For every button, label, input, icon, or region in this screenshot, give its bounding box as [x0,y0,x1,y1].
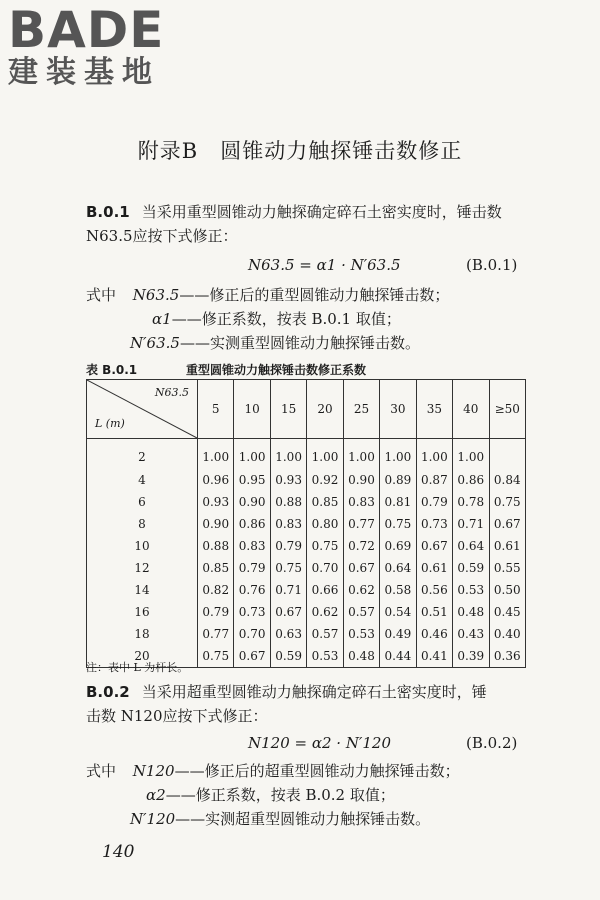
table-row [87,535,526,557]
where-label: 式中 [86,762,117,780]
correction-table [86,379,526,668]
table-cell: 0.83 [270,513,306,535]
table-cell: 0.64 [380,557,416,579]
explanation-line [86,760,460,781]
table-cell: 0.95 [234,469,270,491]
table-cell: 1.00 [307,439,343,470]
table-column-header: 20 [307,380,343,439]
table-cell: 0.88 [270,491,306,513]
table-column-header: 5 [198,380,234,439]
page-title: 附录B 圆锥动力触探锤击数修正 [137,139,463,163]
table-cell: 0.53 [343,623,379,645]
table-cell: 0.56 [416,579,452,601]
table-cell: 0.41 [416,645,452,668]
table-cell: 0.59 [270,645,306,668]
table-cell: 0.40 [489,623,526,645]
row-length-cell: 16 [87,601,198,623]
formula-b02: N120 = α2 · N′120 [248,734,391,752]
table-cell: 0.88 [198,535,234,557]
table-cell: 0.90 [234,491,270,513]
row-length-cell: 18 [87,623,198,645]
symbol: α1 [152,310,172,328]
table-cell: 0.44 [380,645,416,668]
table-cell: 0.70 [307,557,343,579]
table-corner-cell [87,380,198,439]
table-cell: 0.92 [307,469,343,491]
section-b02-paragraph [86,680,526,728]
table-cell: 0.70 [234,623,270,645]
table-cell: 0.75 [270,557,306,579]
table-cell: 0.87 [416,469,452,491]
table-cell: 0.36 [489,645,526,668]
table-cell: 0.89 [380,469,416,491]
table-column-header: 30 [380,380,416,439]
table-cell: 0.58 [380,579,416,601]
explanation-line [152,308,401,329]
table-cell: 0.63 [270,623,306,645]
table-cell: 0.79 [198,601,234,623]
table-column-header: 25 [343,380,379,439]
table-cell: 0.53 [307,645,343,668]
table-cell: 0.57 [343,601,379,623]
table-cell: 0.76 [234,579,270,601]
table-cell: 0.71 [453,513,489,535]
table-note: 注：表中 L 为杆长。 [86,661,189,674]
table-cell: 0.67 [270,601,306,623]
table-cell: 1.00 [270,439,306,470]
section-b01-paragraph [86,200,526,248]
table-cell: 0.62 [307,601,343,623]
explanation-line [130,332,420,353]
table-cell: 0.75 [198,645,234,668]
explanation-text: ——修正系数，按表 B.0.1 取值； [171,310,401,328]
table-cell: 0.46 [416,623,452,645]
table-body [87,439,526,668]
explanation-text: ——修正后的超重型圆锥动力触探锤击数； [174,762,460,780]
table-cell: 1.00 [198,439,234,470]
table-cell: 0.75 [307,535,343,557]
table-cell: 0.64 [453,535,489,557]
paragraph-line: 击数 N120应按下式修正： [86,707,268,725]
where-label: 式中 [86,286,117,304]
table-cell: 0.54 [380,601,416,623]
table-cell: 1.00 [453,439,489,470]
explanation-text: ——修正系数，按表 B.0.2 取值； [165,786,395,804]
table-cell: 0.77 [198,623,234,645]
row-length-cell: 12 [87,557,198,579]
formula-b01: N63.5 = α1 · N′63.5 [248,256,401,274]
table-cell: 0.80 [307,513,343,535]
table-cell: 0.78 [453,491,489,513]
table-cell: 0.96 [198,469,234,491]
table-title: 重型圆锥动力触探锤击数修正系数 [186,363,367,377]
row-length-cell: 6 [87,491,198,513]
explanation-text: ——实测超重型圆锥动力触探锤击数。 [175,810,431,828]
table-cell: 0.90 [198,513,234,535]
table-cell: 1.00 [416,439,452,470]
table-cell: 0.79 [416,491,452,513]
symbol: N63.5 [132,286,180,304]
explanation-line [86,284,449,305]
table-cell: 0.71 [270,579,306,601]
symbol: N′120 [130,810,176,828]
explanation-text: ——修正后的重型圆锥动力触探锤击数； [179,286,450,304]
table-column-header: 35 [416,380,452,439]
table-cell: 0.45 [489,601,526,623]
symbol: N′63.5 [130,334,180,352]
table-cell: 0.61 [416,557,452,579]
row-length-cell: 20 [87,645,198,668]
table-cell: 0.67 [489,513,526,535]
table-cell: 0.85 [198,557,234,579]
table-column-header: 10 [234,380,270,439]
logo-subtitle: 建装基地 [8,55,160,90]
table-cell: 0.75 [380,513,416,535]
table-cell: 0.50 [489,579,526,601]
formula-number: (B.0.1) [466,256,518,274]
table-cell: 0.43 [453,623,489,645]
table-cell: 0.67 [343,557,379,579]
table-cell: 0.61 [489,535,526,557]
table-cell: 0.90 [343,469,379,491]
formula-number: (B.0.2) [466,734,518,752]
table-cell: 0.86 [453,469,489,491]
paragraph-line: 当采用超重型圆锥动力触探确定碎石土密实度时，锤 [141,683,487,701]
corner-column-label: N63.5 [154,386,189,399]
paragraph-line: 当采用重型圆锥动力触探确定碎石土密实度时，锤击数 [141,203,502,221]
symbol: α2 [146,786,166,804]
table-cell: 0.55 [489,557,526,579]
table-cell: 0.73 [234,601,270,623]
table-cell: 0.82 [198,579,234,601]
logo-mark: BADE [8,1,165,59]
table-row [87,623,526,645]
table-column-header: 15 [270,380,306,439]
table-column-header: 40 [453,380,489,439]
table-cell: 0.83 [343,491,379,513]
row-length-cell: 14 [87,579,198,601]
explanation-text: ——实测重型圆锥动力触探锤击数。 [179,334,420,352]
table-caption [86,361,366,378]
section-number: B.0.1 [86,203,130,221]
table-cell: 0.39 [453,645,489,668]
explanation-line [130,808,430,829]
table-cell: 0.48 [453,601,489,623]
paragraph-line: N63.5应按下式修正： [86,227,238,245]
table-cell: 0.79 [234,557,270,579]
table-cell: 0.72 [343,535,379,557]
row-length-cell: 8 [87,513,198,535]
table-cell: 0.83 [234,535,270,557]
table-cell: 0.51 [416,601,452,623]
logo [8,1,165,90]
explanation-line [146,784,395,805]
table-cell: 0.49 [380,623,416,645]
table-cell: 0.48 [343,645,379,668]
table-cell: 0.84 [489,469,526,491]
table-cell: 0.79 [270,535,306,557]
row-length-cell: 4 [87,469,198,491]
table-cell: 1.00 [343,439,379,470]
row-length-cell: 10 [87,535,198,557]
table-cell: 0.77 [343,513,379,535]
table-row [87,513,526,535]
table-cell: 0.57 [307,623,343,645]
table-cell: 1.00 [380,439,416,470]
table-number: 表 B.0.1 [86,363,138,377]
table-row [87,579,526,601]
table-cell: 0.67 [234,645,270,668]
table-cell: 0.66 [307,579,343,601]
table-cell: 0.73 [416,513,452,535]
table-row [87,491,526,513]
section-number: B.0.2 [86,683,130,701]
table-row [87,557,526,579]
table-cell: 0.67 [416,535,452,557]
table-header-row [87,380,526,439]
table-cell: 0.93 [198,491,234,513]
table-cell: 0.75 [489,491,526,513]
table-cell [489,439,526,470]
table-row [87,469,526,491]
table-cell: 1.00 [234,439,270,470]
table-row [87,601,526,623]
table-cell: 0.81 [380,491,416,513]
table-cell: 0.59 [453,557,489,579]
row-length-cell: 2 [87,439,198,470]
table-cell: 0.62 [343,579,379,601]
table-cell: 0.86 [234,513,270,535]
page-number: 140 [102,842,135,862]
table-cell: 0.85 [307,491,343,513]
table-column-header: ≥50 [489,380,526,439]
table-cell: 0.53 [453,579,489,601]
table-cell: 0.93 [270,469,306,491]
table-row [87,439,526,470]
table-cell: 0.69 [380,535,416,557]
corner-row-label: L (m) [95,417,125,430]
symbol: N120 [132,762,175,780]
